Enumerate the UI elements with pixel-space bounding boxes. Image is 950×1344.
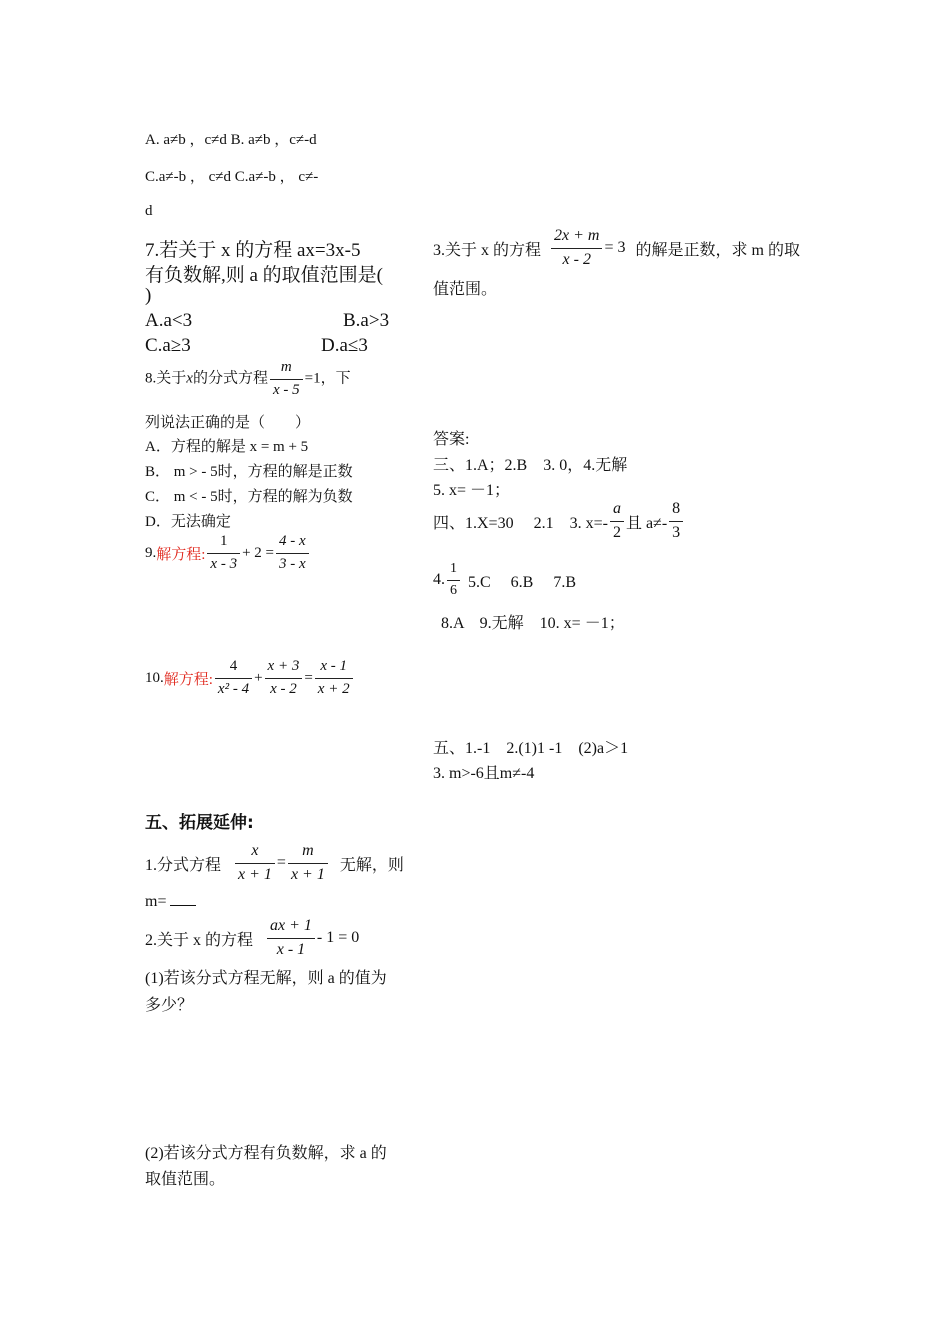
q8-option-b: B． m > - 5时，方程的解是正数 <box>145 464 353 480</box>
extension-q2-fraction <box>267 918 315 959</box>
answers-section-4-prefix: 四、1.X=30 2.1 3. x=- <box>433 514 608 532</box>
extension-q1-answer-blank <box>170 905 196 906</box>
answers-section-4-line2-rest: 5.C 6.B 7.B <box>468 573 577 591</box>
q10-fraction-3-denominator: x + 2 <box>317 680 350 697</box>
q10-fraction-2-denominator: x - 2 <box>270 680 297 697</box>
q7-option-b: B.a>3 <box>343 310 390 331</box>
q8-prefix: 8.关于 <box>145 370 187 387</box>
q7-line1: 7.若关于 x 的方程 ax=3x-5 <box>145 240 361 261</box>
answers-section-4-line2-fraction-numerator: 1 <box>447 562 460 581</box>
q10-equation <box>145 659 355 698</box>
q8-line2: 列说法正确的是（ ） <box>145 415 311 431</box>
extension-q1-fraction-2-numerator: m <box>288 843 328 864</box>
q8-option-d: D．无法确定 <box>145 514 231 530</box>
q10-fraction-1-numerator: 4 <box>215 659 252 679</box>
q10-fraction-1-denominator: x² - 4 <box>217 680 250 697</box>
q6-options-line1: A. a≠b ，c≠d B. a≠b ，c≠-d <box>145 132 317 148</box>
q8-fraction <box>270 360 303 399</box>
q9-fraction-1 <box>207 534 240 573</box>
answers-section-5-line1: 五、1.-1 2.(1)1 -1 (2)a＞1 <box>433 740 629 757</box>
section-5-title: 五、拓展延伸: <box>145 813 254 833</box>
extension-q1-fraction-1-numerator: x <box>235 843 275 864</box>
q10-number: 10. <box>145 669 164 686</box>
q10-fraction-3-numerator: x - 1 <box>315 659 353 679</box>
extension-q1-fraction-1-denominator: x + 1 <box>238 865 272 883</box>
extension-q3-suffix: 的解是正数，求 m 的取 <box>635 241 800 259</box>
q8-fraction-denominator: x - 5 <box>272 381 300 398</box>
answers-section-4-fraction-2-denominator: 3 <box>672 523 681 541</box>
q10-fraction-1 <box>215 659 252 698</box>
answers-section-4-line1 <box>433 501 685 542</box>
q7-option-a: A.a<3 <box>145 310 193 331</box>
extension-q3-equation <box>433 228 800 269</box>
extension-q2-part1-line1: (1)若该分式方程无解，则 a 的值为 <box>145 970 387 987</box>
q9-equation <box>145 534 311 573</box>
answers-section-4-fraction-1-denominator: 2 <box>612 523 621 541</box>
extension-q2-part2-line2: 取值范围。 <box>145 1171 226 1188</box>
extension-q3-fraction-denominator: x - 2 <box>562 250 591 268</box>
q10-plus: + <box>254 669 263 686</box>
answers-section-3-line1: 三、1.A；2.B 3. 0，4.无解 <box>433 457 628 474</box>
answers-section-4-fraction-2 <box>669 501 683 542</box>
q8-option-c: C． m < - 5时，方程的解为负数 <box>145 489 353 505</box>
q8-option-a: A．方程的解是 x = m + 5 <box>145 439 309 455</box>
extension-q3-fraction <box>551 228 602 269</box>
q7-option-d: D.a≤3 <box>321 335 368 356</box>
extension-q1-fraction-2-denominator: x + 1 <box>290 865 325 883</box>
answers-section-4-mid: 且 a≠- <box>625 514 668 532</box>
extension-q2-fraction-numerator: ax + 1 <box>267 918 315 939</box>
q10-label: 解方程: <box>163 671 213 688</box>
q8-fraction-numerator: m <box>270 360 303 380</box>
extension-q3-equals: = 3 <box>604 239 626 257</box>
q7-line2: 有负数解,则 a 的取值范围是( <box>145 265 384 286</box>
answers-section-4-line2-fraction-denominator: 6 <box>450 582 457 598</box>
extension-q1-fraction-2 <box>288 843 328 884</box>
extension-q2-equation <box>145 918 359 959</box>
extension-q1-line2 <box>145 893 196 911</box>
extension-q3-line2: 值范围。 <box>433 281 498 298</box>
q7-line3: ) <box>145 285 152 306</box>
answers-section-5-line2: 3. m>-6且m≠-4 <box>433 765 535 782</box>
extension-q2-fraction-denominator: x - 1 <box>276 940 306 958</box>
q8-line1 <box>145 360 351 399</box>
q6-options-line2: C.a≠-b ， c≠d C.a≠-b ， c≠- <box>145 169 319 185</box>
extension-q1-equals: = <box>276 854 286 872</box>
extension-q3-fraction-numerator: 2x + m <box>551 228 602 249</box>
answers-section-4-line3: 8.A 9.无解 10. x= －1； <box>441 615 625 632</box>
extension-q1-equation <box>145 843 404 884</box>
q9-fraction-2 <box>276 534 309 573</box>
q10-equals: = <box>304 669 313 686</box>
extension-q2-suffix: - 1 = 0 <box>316 929 360 947</box>
q7-option-c: C.a≥3 <box>145 335 191 356</box>
extension-q1-suffix: 无解，则 <box>339 856 404 874</box>
q9-fraction-1-denominator: x - 3 <box>210 555 238 572</box>
answers-title: 答案: <box>433 431 470 448</box>
answers-section-4-line2-fraction <box>447 562 460 598</box>
q9-label: 解方程: <box>156 546 206 563</box>
answers-section-4-line2-prefix: 4. <box>433 571 445 589</box>
extension-q1-fraction-1 <box>235 843 275 884</box>
q8-mid: 的分式方程 <box>192 370 268 387</box>
answers-section-4-fraction-1 <box>610 501 624 542</box>
answers-section-4-fraction-2-numerator: 8 <box>669 501 683 522</box>
answers-section-4-fraction-1-numerator: a <box>610 501 624 522</box>
q6-options-line3: d <box>145 203 153 219</box>
q10-fraction-2 <box>265 659 303 698</box>
q9-number: 9. <box>145 544 157 561</box>
extension-q2-part1-line2: 多少？ <box>145 997 194 1014</box>
answers-section-3-line2: 5. x= －1； <box>433 482 511 499</box>
q9-fraction-2-denominator: 3 - x <box>279 555 306 572</box>
q9-fraction-1-numerator: 1 <box>207 534 240 554</box>
extension-q2-part2-line1: (2)若该分式方程有负数解，求 a 的 <box>145 1145 387 1162</box>
q9-plus: + 2 = <box>242 544 274 561</box>
answers-section-4-line2 <box>433 562 576 598</box>
extension-q1-m-label: m= <box>145 893 167 910</box>
q8-variable: x <box>186 370 193 387</box>
q9-fraction-2-numerator: 4 - x <box>276 534 309 554</box>
extension-q2-prefix: 2.关于 x 的方程 <box>145 931 254 949</box>
extension-q3-prefix: 3.关于 x 的方程 <box>433 241 542 259</box>
extension-q1-prefix: 1.分式方程 <box>145 856 222 874</box>
q10-fraction-3 <box>315 659 353 698</box>
q10-fraction-2-numerator: x + 3 <box>265 659 303 679</box>
q8-suffix: =1，下 <box>304 370 351 387</box>
